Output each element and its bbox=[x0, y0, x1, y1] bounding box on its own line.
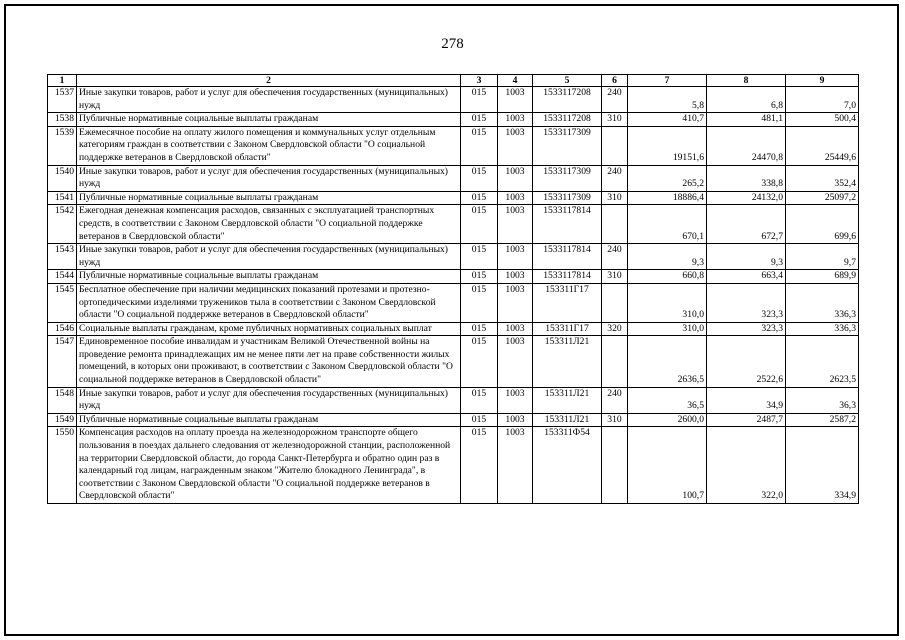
code-target: 1533117814 bbox=[533, 244, 602, 270]
value-col8: 338,8 bbox=[707, 165, 786, 191]
code-target: 1533117208 bbox=[533, 113, 602, 127]
code-admin: 015 bbox=[461, 165, 498, 191]
header-row bbox=[48, 75, 859, 87]
code-admin: 015 bbox=[461, 336, 498, 387]
code-section: 1003 bbox=[498, 427, 533, 504]
column-header: 2 bbox=[77, 75, 461, 87]
code-target: 1533117309 bbox=[533, 126, 602, 165]
code-section: 1003 bbox=[498, 191, 533, 205]
code-admin: 015 bbox=[461, 244, 498, 270]
table-row bbox=[48, 427, 859, 504]
code-admin: 015 bbox=[461, 283, 498, 322]
row-number: 1548 bbox=[48, 387, 77, 413]
table-row bbox=[48, 205, 859, 244]
table-row bbox=[48, 165, 859, 191]
value-col9: 336,3 bbox=[786, 283, 859, 322]
code-admin: 015 bbox=[461, 387, 498, 413]
row-description: Бесплатное обеспечение при наличии медицинских показаний протезами и протезно-ортопедическими изделиями тружеников тыла в соответствии с Законом Свердловской области "О социальной поддержке ветеранов в Свердловской области" bbox=[77, 283, 461, 322]
value-col7: 36,5 bbox=[628, 387, 707, 413]
code-section: 1003 bbox=[498, 205, 533, 244]
value-col8: 663,4 bbox=[707, 270, 786, 284]
table-row bbox=[48, 413, 859, 427]
value-col8: 672,7 bbox=[707, 205, 786, 244]
value-col8: 323,3 bbox=[707, 322, 786, 336]
row-number: 1549 bbox=[48, 413, 77, 427]
row-description: Публичные нормативные социальные выплаты гражданам bbox=[77, 191, 461, 205]
value-col7: 18886,4 bbox=[628, 191, 707, 205]
table-row bbox=[48, 322, 859, 336]
code-admin: 015 bbox=[461, 413, 498, 427]
code-section: 1003 bbox=[498, 87, 533, 113]
code-target: 153311Г17 bbox=[533, 322, 602, 336]
code-target: 1533117814 bbox=[533, 270, 602, 284]
value-col9: 7,0 bbox=[786, 87, 859, 113]
code-target: 153311Г17 bbox=[533, 283, 602, 322]
value-col9: 2623,5 bbox=[786, 336, 859, 387]
value-col7: 660,8 bbox=[628, 270, 707, 284]
code-target: 1533117309 bbox=[533, 165, 602, 191]
code-expense-type: 240 bbox=[602, 165, 628, 191]
value-col7: 2636,5 bbox=[628, 336, 707, 387]
row-description: Иные закупки товаров, работ и услуг для обеспечения государственных (муниципальных) нужд bbox=[77, 244, 461, 270]
value-col8: 2522,6 bbox=[707, 336, 786, 387]
code-admin: 015 bbox=[461, 205, 498, 244]
row-description: Единовременное пособие инвалидам и участникам Великой Отечественной войны на проведение ремонта принадлежащих им не менее пяти лет на праве собственности жилых помещений, в которых они проживают, в соответствии с Законом Свердловской области "О социальной поддержке ветеранов в Свердловской области" bbox=[77, 336, 461, 387]
budget-table bbox=[47, 74, 859, 504]
code-section: 1003 bbox=[498, 126, 533, 165]
code-expense-type: 310 bbox=[602, 191, 628, 205]
value-col7: 410,7 bbox=[628, 113, 707, 127]
row-number: 1539 bbox=[48, 126, 77, 165]
value-col9: 25449,6 bbox=[786, 126, 859, 165]
code-section: 1003 bbox=[498, 244, 533, 270]
column-header: 9 bbox=[786, 75, 859, 87]
column-header: 3 bbox=[461, 75, 498, 87]
value-col9: 336,3 bbox=[786, 322, 859, 336]
value-col9: 36,3 bbox=[786, 387, 859, 413]
code-target: 153311Л21 bbox=[533, 336, 602, 387]
page-number: 278 bbox=[441, 36, 464, 52]
value-col9: 500,4 bbox=[786, 113, 859, 127]
row-description: Иные закупки товаров, работ и услуг для обеспечения государственных (муниципальных) нужд bbox=[77, 165, 461, 191]
code-expense-type bbox=[602, 336, 628, 387]
value-col7: 670,1 bbox=[628, 205, 707, 244]
code-section: 1003 bbox=[498, 413, 533, 427]
code-target: 153311Ф54 bbox=[533, 427, 602, 504]
row-description: Публичные нормативные социальные выплаты гражданам bbox=[77, 413, 461, 427]
row-number: 1544 bbox=[48, 270, 77, 284]
code-section: 1003 bbox=[498, 113, 533, 127]
value-col9: 334,9 bbox=[786, 427, 859, 504]
code-expense-type: 310 bbox=[602, 413, 628, 427]
value-col9: 699,6 bbox=[786, 205, 859, 244]
row-number: 1545 bbox=[48, 283, 77, 322]
row-number: 1547 bbox=[48, 336, 77, 387]
table-row bbox=[48, 387, 859, 413]
table-row bbox=[48, 191, 859, 205]
code-target: 153311Л21 bbox=[533, 413, 602, 427]
code-expense-type bbox=[602, 427, 628, 504]
value-col7: 2600,0 bbox=[628, 413, 707, 427]
value-col7: 100,7 bbox=[628, 427, 707, 504]
row-description: Иные закупки товаров, работ и услуг для обеспечения государственных (муниципальных) нужд bbox=[77, 87, 461, 113]
table-row bbox=[48, 113, 859, 127]
code-target: 1533117208 bbox=[533, 87, 602, 113]
code-expense-type: 310 bbox=[602, 270, 628, 284]
row-number: 1550 bbox=[48, 427, 77, 504]
code-target: 1533117814 bbox=[533, 205, 602, 244]
code-expense-type: 310 bbox=[602, 113, 628, 127]
value-col9: 2587,2 bbox=[786, 413, 859, 427]
table-row bbox=[48, 87, 859, 113]
row-number: 1543 bbox=[48, 244, 77, 270]
code-target: 153311Л21 bbox=[533, 387, 602, 413]
table-row bbox=[48, 270, 859, 284]
code-admin: 015 bbox=[461, 427, 498, 504]
value-col7: 310,0 bbox=[628, 283, 707, 322]
code-expense-type: 240 bbox=[602, 87, 628, 113]
value-col7: 19151,6 bbox=[628, 126, 707, 165]
row-description: Компенсация расходов на оплату проезда на железнодорожном транспорте общего пользования в поездах дальнего следования от железнодорожной станции, расположенной на территории Свердловской области, до города Санкт-Петербурга и обратно один раз в календарный год лицам, награжденным знаком "Жителю блокадного Ленинграда", в соответствии с Законом Свердловской области "О социальной поддержке ветеранов в Свердловской области" bbox=[77, 427, 461, 504]
value-col8: 24470,8 bbox=[707, 126, 786, 165]
code-section: 1003 bbox=[498, 336, 533, 387]
value-col7: 5,8 bbox=[628, 87, 707, 113]
value-col9: 352,4 bbox=[786, 165, 859, 191]
code-expense-type bbox=[602, 126, 628, 165]
value-col9: 9,7 bbox=[786, 244, 859, 270]
column-header: 8 bbox=[707, 75, 786, 87]
code-target: 1533117309 bbox=[533, 191, 602, 205]
value-col7: 310,0 bbox=[628, 322, 707, 336]
column-header: 1 bbox=[48, 75, 77, 87]
table-row bbox=[48, 283, 859, 322]
table-row bbox=[48, 244, 859, 270]
row-number: 1537 bbox=[48, 87, 77, 113]
value-col8: 481,1 bbox=[707, 113, 786, 127]
row-description: Публичные нормативные социальные выплаты гражданам bbox=[77, 113, 461, 127]
code-admin: 015 bbox=[461, 113, 498, 127]
column-header: 7 bbox=[628, 75, 707, 87]
column-header: 6 bbox=[602, 75, 628, 87]
value-col7: 9,3 bbox=[628, 244, 707, 270]
value-col8: 322,0 bbox=[707, 427, 786, 504]
row-description: Ежемесячное пособие на оплату жилого помещения и коммунальных услуг отдельным категориям граждан в соответствии с Законом Свердловской области "О социальной поддержке ветеранов в Свердловской области" bbox=[77, 126, 461, 165]
value-col7: 265,2 bbox=[628, 165, 707, 191]
row-description: Ежегодная денежная компенсация расходов, связанных с эксплуатацией транспортных средств, в соответствии с Законом Свердловской области "О социальной поддержке ветеранов в Свердловской области" bbox=[77, 205, 461, 244]
code-admin: 015 bbox=[461, 126, 498, 165]
value-col8: 24132,0 bbox=[707, 191, 786, 205]
row-number: 1541 bbox=[48, 191, 77, 205]
code-expense-type bbox=[602, 205, 628, 244]
table-row bbox=[48, 336, 859, 387]
value-col8: 323,3 bbox=[707, 283, 786, 322]
code-section: 1003 bbox=[498, 322, 533, 336]
row-number: 1542 bbox=[48, 205, 77, 244]
row-number: 1540 bbox=[48, 165, 77, 191]
row-number: 1546 bbox=[48, 322, 77, 336]
code-expense-type: 240 bbox=[602, 387, 628, 413]
code-admin: 015 bbox=[461, 270, 498, 284]
column-header: 4 bbox=[498, 75, 533, 87]
row-number: 1538 bbox=[48, 113, 77, 127]
row-description: Социальные выплаты гражданам, кроме публичных нормативных социальных выплат bbox=[77, 322, 461, 336]
value-col8: 9,3 bbox=[707, 244, 786, 270]
code-section: 1003 bbox=[498, 165, 533, 191]
value-col8: 2487,7 bbox=[707, 413, 786, 427]
code-expense-type: 320 bbox=[602, 322, 628, 336]
value-col9: 25097,2 bbox=[786, 191, 859, 205]
value-col8: 6,8 bbox=[707, 87, 786, 113]
row-description: Иные закупки товаров, работ и услуг для обеспечения государственных (муниципальных) нужд bbox=[77, 387, 461, 413]
code-admin: 015 bbox=[461, 87, 498, 113]
code-admin: 015 bbox=[461, 322, 498, 336]
code-admin: 015 bbox=[461, 191, 498, 205]
value-col8: 34,9 bbox=[707, 387, 786, 413]
code-section: 1003 bbox=[498, 387, 533, 413]
code-section: 1003 bbox=[498, 270, 533, 284]
value-col9: 689,9 bbox=[786, 270, 859, 284]
column-header: 5 bbox=[533, 75, 602, 87]
code-expense-type: 240 bbox=[602, 244, 628, 270]
table-row bbox=[48, 126, 859, 165]
code-section: 1003 bbox=[498, 283, 533, 322]
row-description: Публичные нормативные социальные выплаты гражданам bbox=[77, 270, 461, 284]
code-expense-type bbox=[602, 283, 628, 322]
